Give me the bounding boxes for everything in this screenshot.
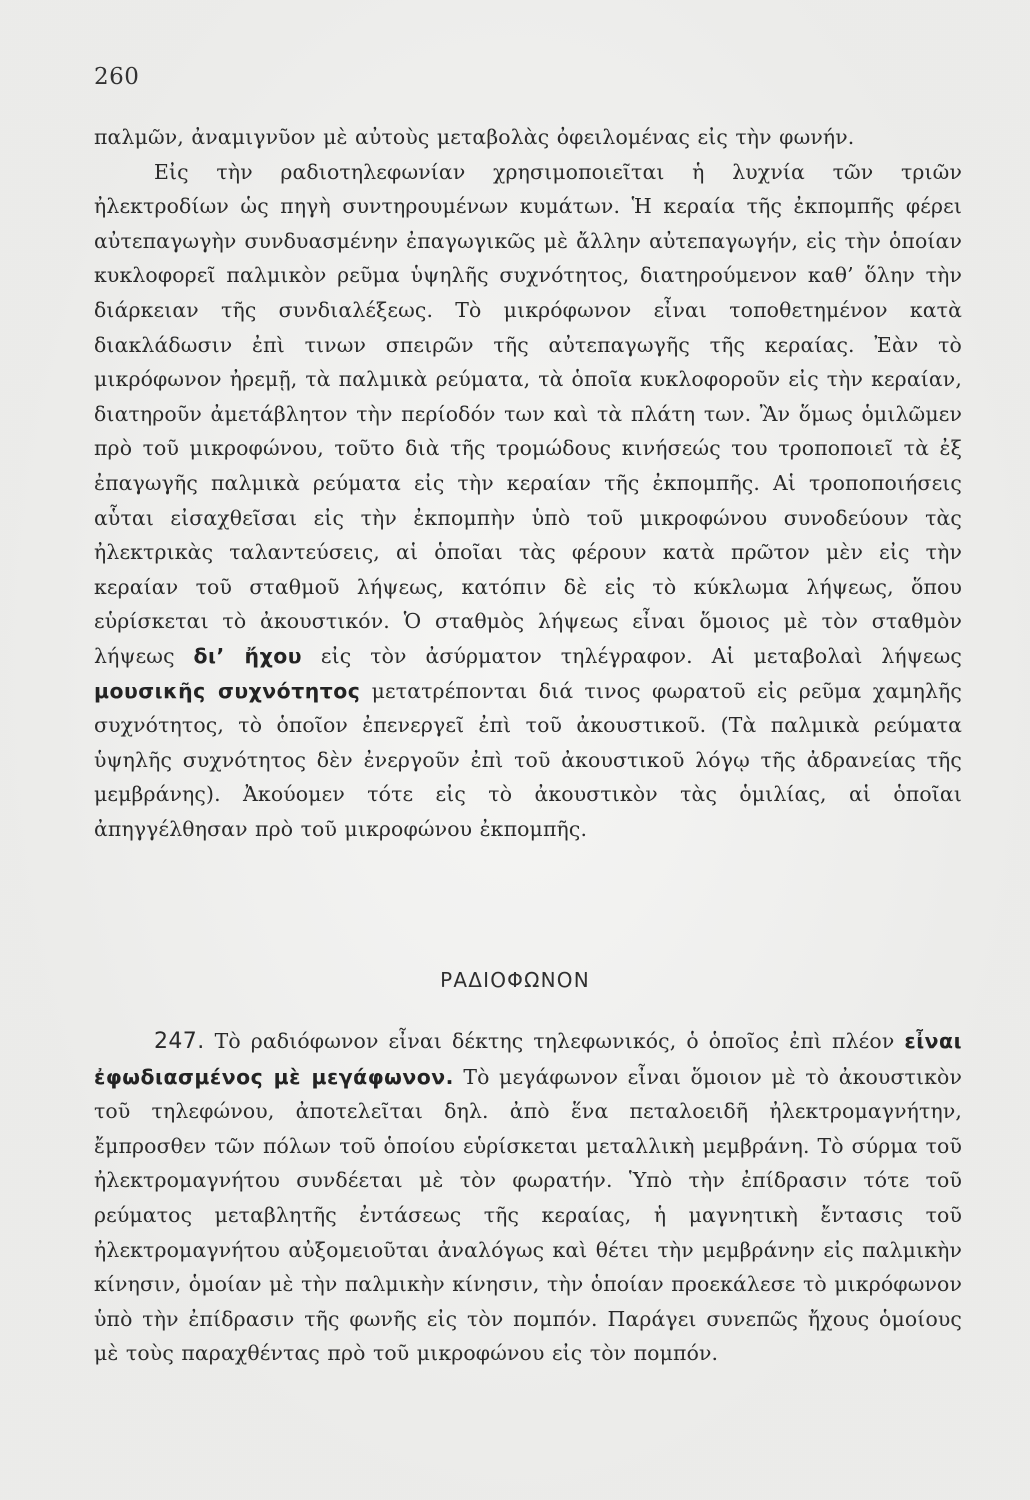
paragraph-1-body (94, 155, 962, 847)
paragraph-1-text-part-2: εἰς τὸν ἀσύρματον τηλέγραφον. Αἱ μεταβολαὶ λήψεως (320, 643, 962, 668)
section-heading-radio: ΡΑΔΙΟΦΩΝΟΝ (440, 968, 590, 992)
paragraph-2-text-part-1: Τὸ ραδιόφωνον εἶναι δέκτης τηλεφωνικός, ὁ ὁποῖος ἐπὶ πλέον (214, 1029, 895, 1053)
paragraph-number: 247. (154, 1029, 205, 1054)
paragraph-1 (94, 120, 962, 846)
page-number: 260 (94, 64, 140, 90)
paragraph-1-line-1-text: παλμῶν, ἀναμιγνῦον μὲ αὐτοὺς μεταβολὰς ὀφειλομένας εἰς τὴν φωνήν. (94, 125, 855, 149)
paragraph-1-text-part-3: μετατρέπονται διά τινος φωρατοῦ εἰς ρεῦμα χαμηλῆς συχνότητος, τὸ ὁποῖον ἐπενεργεῖ ἐπὶ τοῦ ἀκουστικοῦ. (Τὰ παλμικὰ ρεύματα ὑψηλῆς συχνότητος δὲν ἐνεργοῦν ἐπὶ τοῦ ἀκουστικοῦ λόγῳ τῆς ἀδρανείας τῆς μεμβράνης). Ἀκούομεν τότε εἰς τὸ ἀκουστικὸν τὰς ὁμιλίας, αἱ ὁποῖαι ἀπηγγέλθησαν πρὸ τοῦ μικροφώνου ἐκπομπῆς. (94, 678, 962, 841)
paragraph-1-text-part-1: Εἰς τὴν ραδιοτηλεφωνίαν χρησιμοποιεῖται ἡ λυχνία τῶν τριῶν ἠλεκτροδίων ὡς πηγὴ συντηρουμένων κυμάτων. Ἡ κεραία τῆς ἐκπομπῆς φέρει αὐτεπαγωγὴν συνδυασμένην ἐπαγωγικῶς μὲ ἄλλην αὐτεπαγωγήν, εἰς τὴν ὁποίαν κυκλοφορεῖ παλμικὸν ρεῦμα ὑψηλῆς συχνότητος, διατηρούμενον καθ’ ὅλην τὴν διάρκειαν τῆς συνδιαλέξεως. Τὸ μικρόφωνον εἶναι τοποθετημένον κατὰ διακλάδωσιν ἐπὶ τινων σπειρῶν τῆς αὐτεπαγωγῆς τῆς κεραίας. Ἐὰν τὸ μικρόφωνον ἠρεμῇ, τὰ παλμικὰ ρεύματα, τὰ ὁποῖα κυκλοφοροῦν εἰς τὴν κεραίαν, διατηροῦν ἀμετάβλητον τὴν περίοδόν των καὶ τὰ πλάτη των. Ἂν ὅμως ὁμιλῶμεν πρὸ τοῦ μικροφώνου, τοῦτο διὰ τῆς τρομώδους κινήσεώς του τροποποιεῖ τὰ ἐξ ἐπαγωγῆς παλμικὰ ρεύματα εἰς τὴν κεραίαν τῆς ἐκπομπῆς. Αἱ τροποποιήσεις αὗται εἰσαχθεῖσαι εἰς τὴν ἐκπομπὴν ὑπὸ τοῦ μικροφώνου συνοδεύουν τὰς ἠλεκτρικὰς ταλαντεύσεις, αἱ ὁποῖαι τὰς φέρουν κατὰ πρῶτον μὲν εἰς τὴν κεραίαν τοῦ σταθμοῦ λήψεως, κατόπιν δὲ εἰς τὸ κύκλωμα λήψεως, ὅπου εὑρίσκεται τὸ ἀκουστικόν. Ὁ σταθμὸς λήψεως εἶναι ὅμοιος μὲ τὸν σταθμὸν λήψεως (94, 159, 962, 668)
paragraph-2-text-part-2: Τὸ μεγάφωνον εἶναι ὅμοιον μὲ τὸ ἀκουστικὸν τοῦ τηλεφώνου, ἀποτελεῖται δηλ. ἀπὸ ἕνα πεταλοειδῆ ἠλεκτρομαγνήτην, ἔμπροσθεν τῶν πόλων τοῦ ὁποίου εὑρίσκεται μεταλλικὴ μεμβράνη. Τὸ σύρμα τοῦ ἠλεκτρομαγνήτου συνδέεται μὲ τὸν φωρατήν. Ὑπὸ τὴν ἐπίδρασιν τότε τοῦ ρεύματος μεταβλητῆς ἐντάσεως τῆς κεραίας, ἡ μαγνητικὴ ἔντασις τοῦ ἠλεκτρομαγνήτου αὐξομειοῦται ἀναλόγως καὶ θέτει τὴν μεμβράνην εἰς παλμικὴν κίνησιν, ὁμοίαν μὲ τὴν παλμικὴν κίνησιν, τὴν ὁποίαν προεκάλεσε τὸ μικρόφωνον ὑπὸ τὴν ἐπίδρασιν τῆς φωνῆς εἰς τὸν πομπόν. Παράγει συνεπῶς ἤχους ὁμοίους μὲ τοὺς παραχθέντας πρὸ τοῦ μικροφώνου εἰς τὸν πομπόν. (94, 1064, 962, 1366)
bold-term-music-frequency: μουσικῆς συχνότητος (94, 678, 361, 703)
paragraph-2-body (94, 1024, 962, 1371)
paragraph-1-first-line (94, 120, 962, 155)
bold-term-sound: δι’ ἤχου (193, 643, 303, 668)
bold-term-loudspeaker: εἶναι ἐφωδιασμένος μὲ μεγάφωνον. (94, 1029, 963, 1089)
paragraph-2 (94, 1024, 962, 1371)
